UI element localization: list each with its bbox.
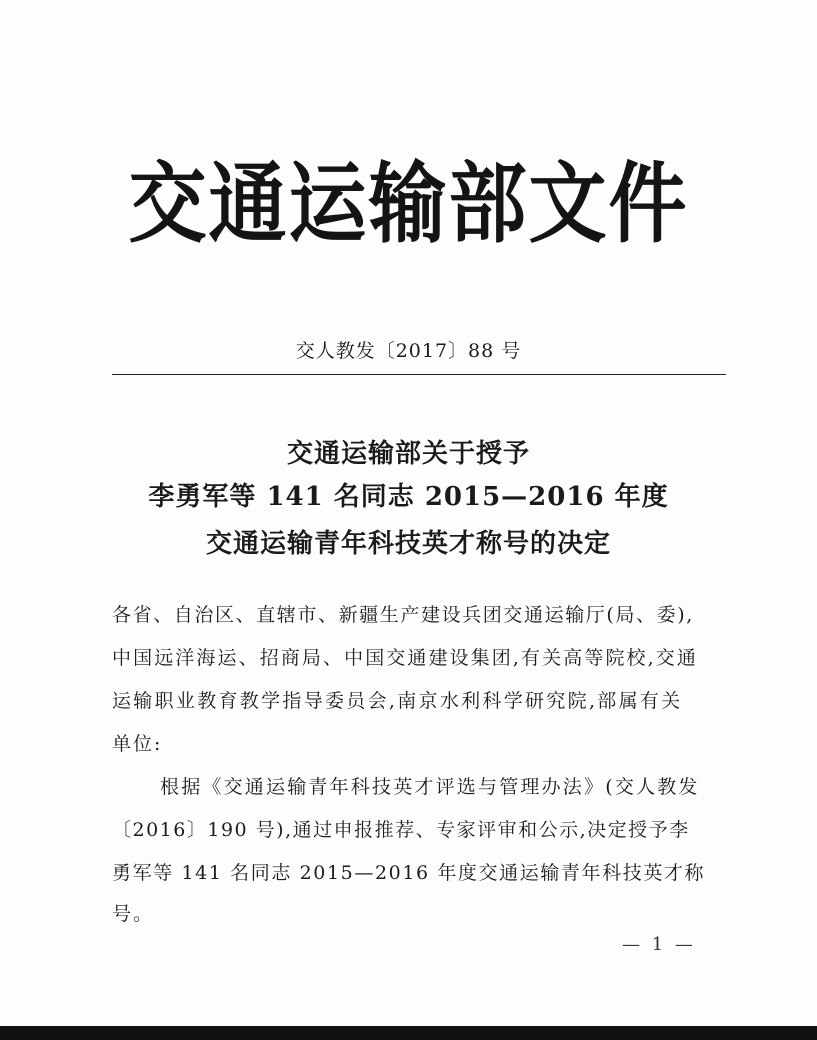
body-line: 〔2016〕190 号),通过申报推荐、专家评审和公示,决定授予李 — [112, 819, 690, 841]
document-title-line-2: 李勇军等 141 名同志 2015—2016 年度 — [148, 482, 669, 512]
body-line: 勇军等 141 名同志 2015—2016 年度交通运输青年科技英才称 — [112, 862, 706, 884]
document-masthead: 交通运输部文件 — [128, 153, 689, 256]
body-line: 中国远洋海运、招商局、中国交通建设集团,有关高等院校,交通 — [112, 647, 698, 669]
body-line: 运输职业教育教学指导委员会,南京水利科学研究院,部属有关 — [112, 690, 683, 712]
body-line: 单位: — [112, 733, 163, 755]
body-line: 号。 — [112, 903, 155, 925]
page-number: — 1 — — [622, 934, 696, 955]
bottom-edge-bar — [0, 1026, 817, 1040]
document-title-line-3: 交通运输青年科技英才称号的决定 — [205, 529, 611, 559]
header-divider — [112, 374, 726, 375]
document-number: 交人教发〔2017〕88 号 — [295, 340, 522, 362]
body-line: 根据《交通运输青年科技英才评选与管理办法》(交人教发 — [160, 776, 700, 798]
body-line: 各省、自治区、直辖市、新疆生产建设兵团交通运输厅(局、委), — [112, 604, 694, 626]
document-title-line-1: 交通运输部关于授予 — [286, 439, 530, 469]
